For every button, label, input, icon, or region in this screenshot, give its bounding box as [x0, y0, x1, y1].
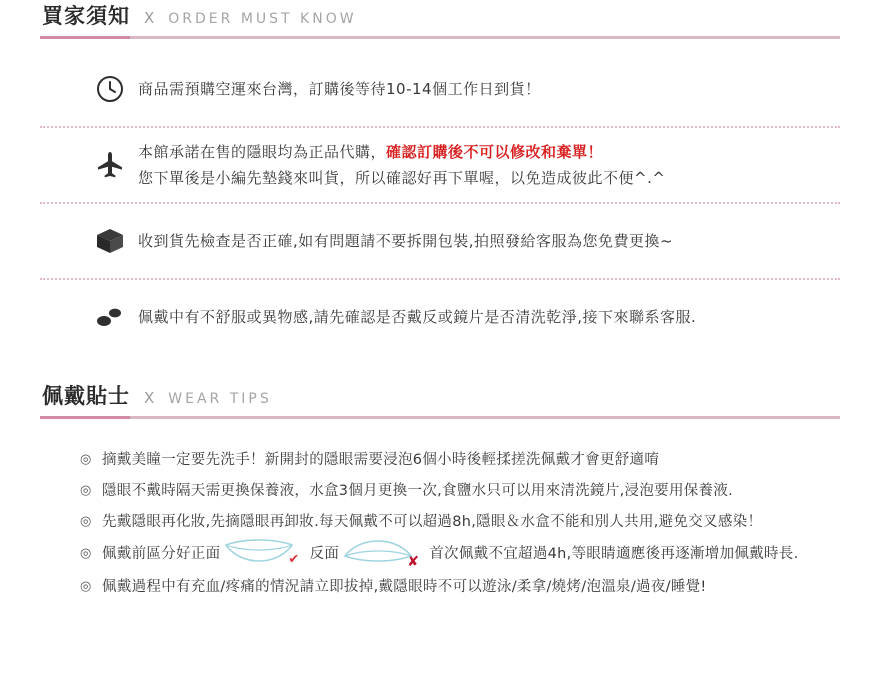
notice-line: 收到貨先檢查是否正確,如有問題請不要拆開包裝,拍照發給客服為您免費更換~ — [138, 232, 674, 250]
airplane-icon — [88, 150, 132, 180]
clock-icon — [88, 75, 132, 103]
tip-text-part: 反面 — [309, 546, 340, 562]
notice-row — [40, 52, 840, 128]
notice-text — [132, 304, 696, 330]
notice-line: 您下單後是小編先墊錢來叫貨，所以確認好再下單喔，以免造成彼此不便^.^ — [138, 169, 666, 187]
notice-row — [40, 204, 840, 280]
section-heading-order-must-know — [40, 0, 840, 26]
page-title: 買家須知 — [42, 4, 130, 28]
tip-text: 隱眼不戴時隔天需更換保養液，水盒3個月更換一次,食鹽水只可以用來清洗鏡片,浸泡要用保養液. — [102, 482, 734, 499]
notice-text — [132, 139, 665, 191]
tip-text-part: 首次佩戴不宜超過4h,等眼睛適應後再逐漸增加佩戴時長. — [429, 546, 799, 562]
section-heading-wear-tips — [40, 380, 840, 410]
tip-text: 先戴隱眼再化妝,先摘隱眼再卸妝.每天佩戴不可以超過8h,隱眼＆水盒不能和別人共用,避免交叉感染！ — [102, 513, 763, 530]
list-item — [80, 475, 840, 506]
notice-text — [132, 76, 541, 102]
notice-line — [138, 139, 665, 165]
list-item — [80, 571, 840, 602]
notice-list — [40, 52, 840, 354]
lens-correct-icon — [222, 536, 296, 573]
x-separator-icon: X — [144, 9, 155, 27]
lens-reversed-icon — [341, 536, 415, 573]
heading-subtitle: WEAR TIPS — [168, 391, 272, 407]
correct-mark-icon: ✔ — [288, 552, 300, 567]
notice-row — [40, 280, 840, 354]
tip-text-part: 佩戴前區分好正面 — [102, 546, 221, 562]
list-item — [80, 506, 840, 537]
notice-warning-text: 確認訂購後不可以修改和棄單！ — [386, 143, 604, 161]
bullet-icon: ◎ — [80, 451, 92, 467]
notice-line: 商品需預購空運來台灣，訂購後等待10-14個工作日到貨！ — [138, 80, 541, 98]
notice-text — [132, 228, 673, 254]
list-item — [80, 537, 840, 571]
notice-line-part: 本館承諾在售的隱眼均為正品代購， — [138, 143, 387, 161]
incorrect-mark-icon: ✘ — [407, 554, 420, 570]
heading-subtitle: ORDER MUST KNOW — [168, 11, 357, 27]
page-title-secondary: 佩戴貼士 — [42, 384, 130, 408]
heading-divider — [40, 36, 840, 39]
tip-text: 摘戴美瞳一定要先洗手！新開封的隱眼需要浸泡6個小時後輕揉搓洗佩戴才會更舒適唷 — [102, 451, 660, 468]
contact-lens-icon — [88, 305, 132, 329]
notice-row — [40, 128, 840, 204]
x-separator-icon: X — [144, 389, 155, 407]
tips-list — [40, 444, 840, 602]
bullet-icon: ◎ — [80, 546, 92, 561]
bullet-icon: ◎ — [80, 578, 92, 594]
bullet-icon: ◎ — [80, 482, 92, 498]
heading-row — [40, 380, 840, 410]
notice-line: 佩戴中有不舒服或異物感,請先確認是否戴反或鏡片是否清洗乾淨,接下來聯系客服. — [138, 308, 697, 326]
box-icon — [88, 227, 132, 255]
heading-row — [40, 0, 840, 30]
list-item — [80, 444, 840, 475]
tip-text: 佩戴過程中有充血/疼痛的情況請立即拔掉,戴隱眼時不可以遊泳/柔拿/燒烤/泡溫泉/過夜/睡覺! — [102, 578, 707, 595]
heading-divider — [40, 416, 840, 419]
bullet-icon: ◎ — [80, 513, 92, 529]
